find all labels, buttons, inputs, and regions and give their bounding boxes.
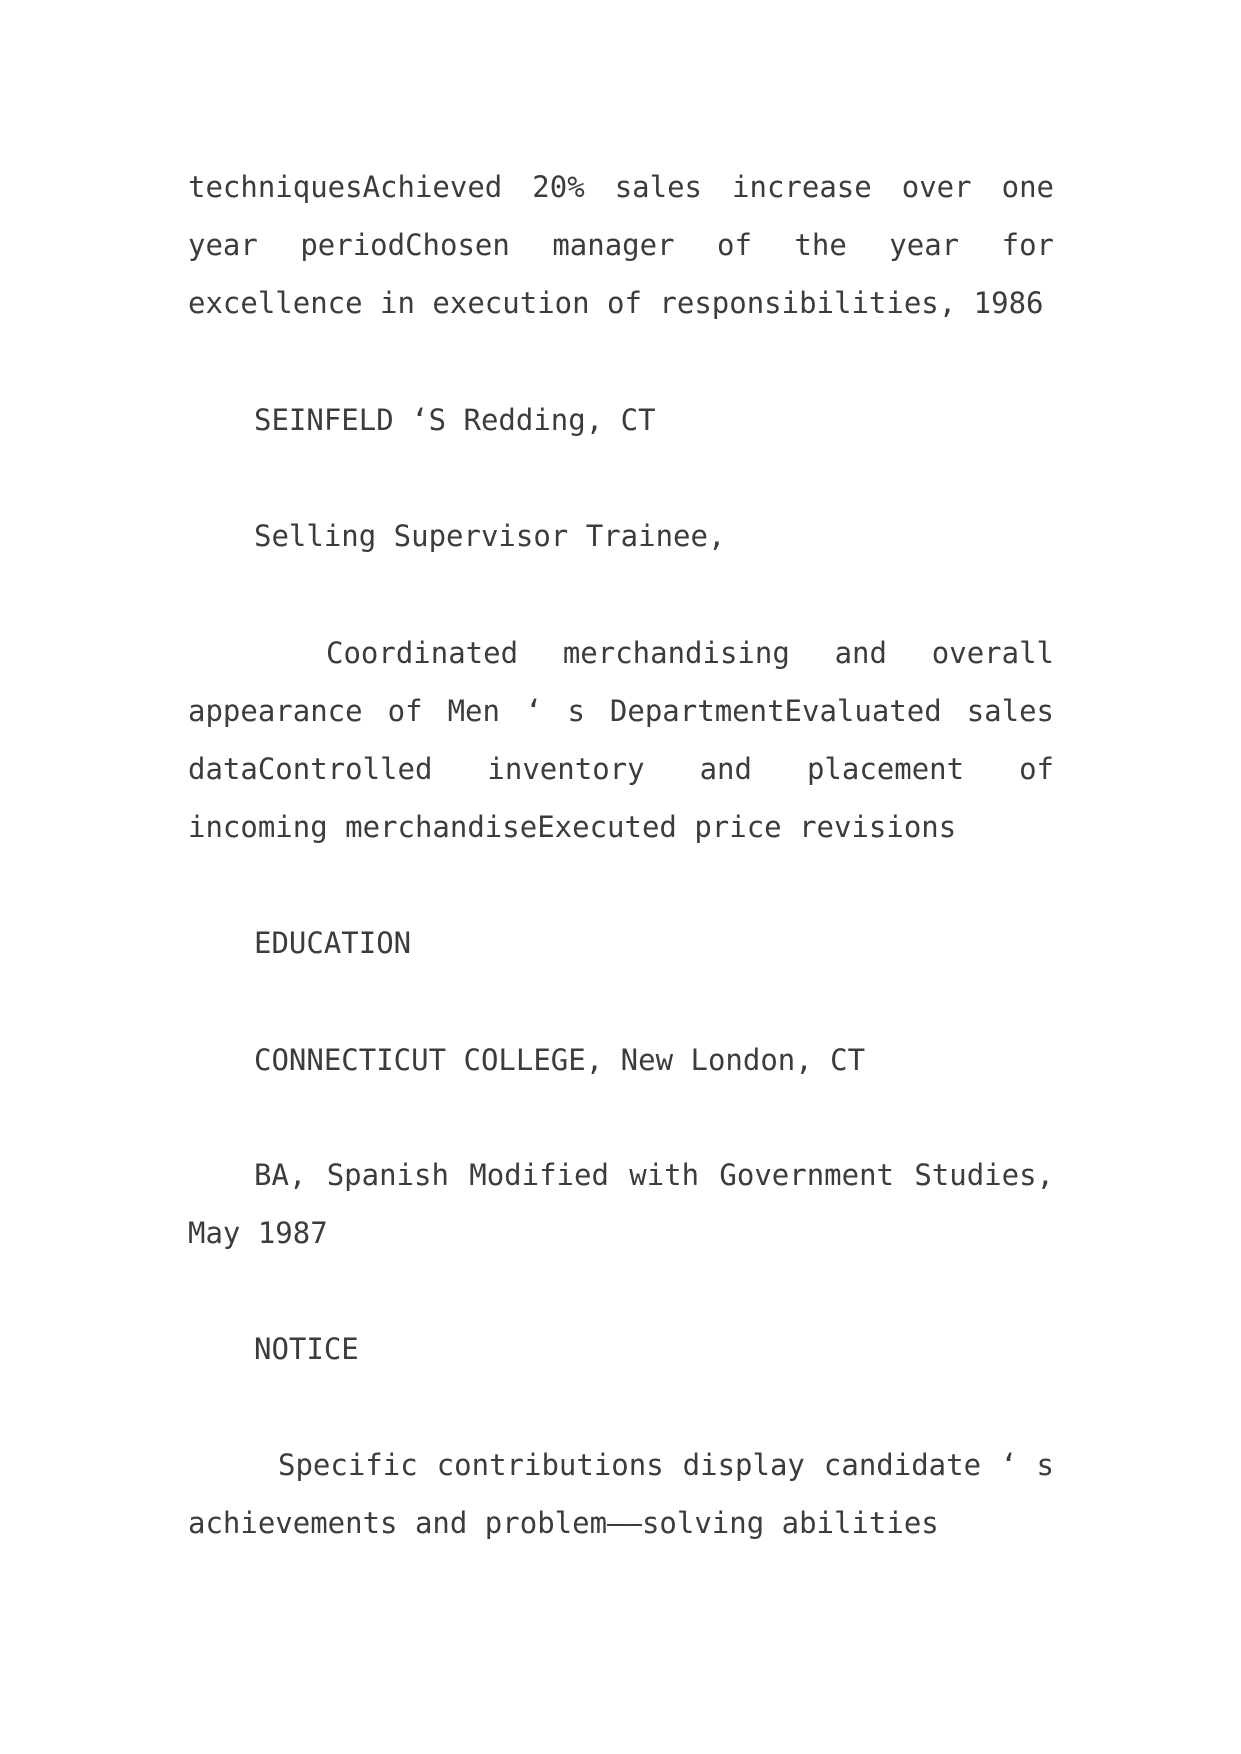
achievements-paragraph: techniquesAchieved 20% sales increase over one year periodChosen manager of the year for excellence in execution of responsibilities, 1986 [188, 170, 1054, 320]
employer-line: SEINFELD ‘S Redding, CT [254, 403, 656, 437]
education-heading: EDUCATION [254, 926, 412, 960]
notice-heading: NOTICE [254, 1332, 359, 1366]
degree-line: BA, Spanish Modified with Government Studies, May 1987 [188, 1158, 1054, 1250]
position-title: Selling Supervisor Trainee, [254, 519, 726, 553]
college-line: CONNECTICUT COLLEGE, New London, CT [254, 1043, 866, 1077]
duties-paragraph: Coordinated merchandising and overall appearance of Men ‘ s DepartmentEvaluated sales dataControlled inventory and placement of incoming merchandiseExecuted price revisions [188, 636, 1054, 844]
notice-paragraph: Specific contributions display candidate ‘ s achievements and problem——solving abilities [188, 1448, 1054, 1540]
